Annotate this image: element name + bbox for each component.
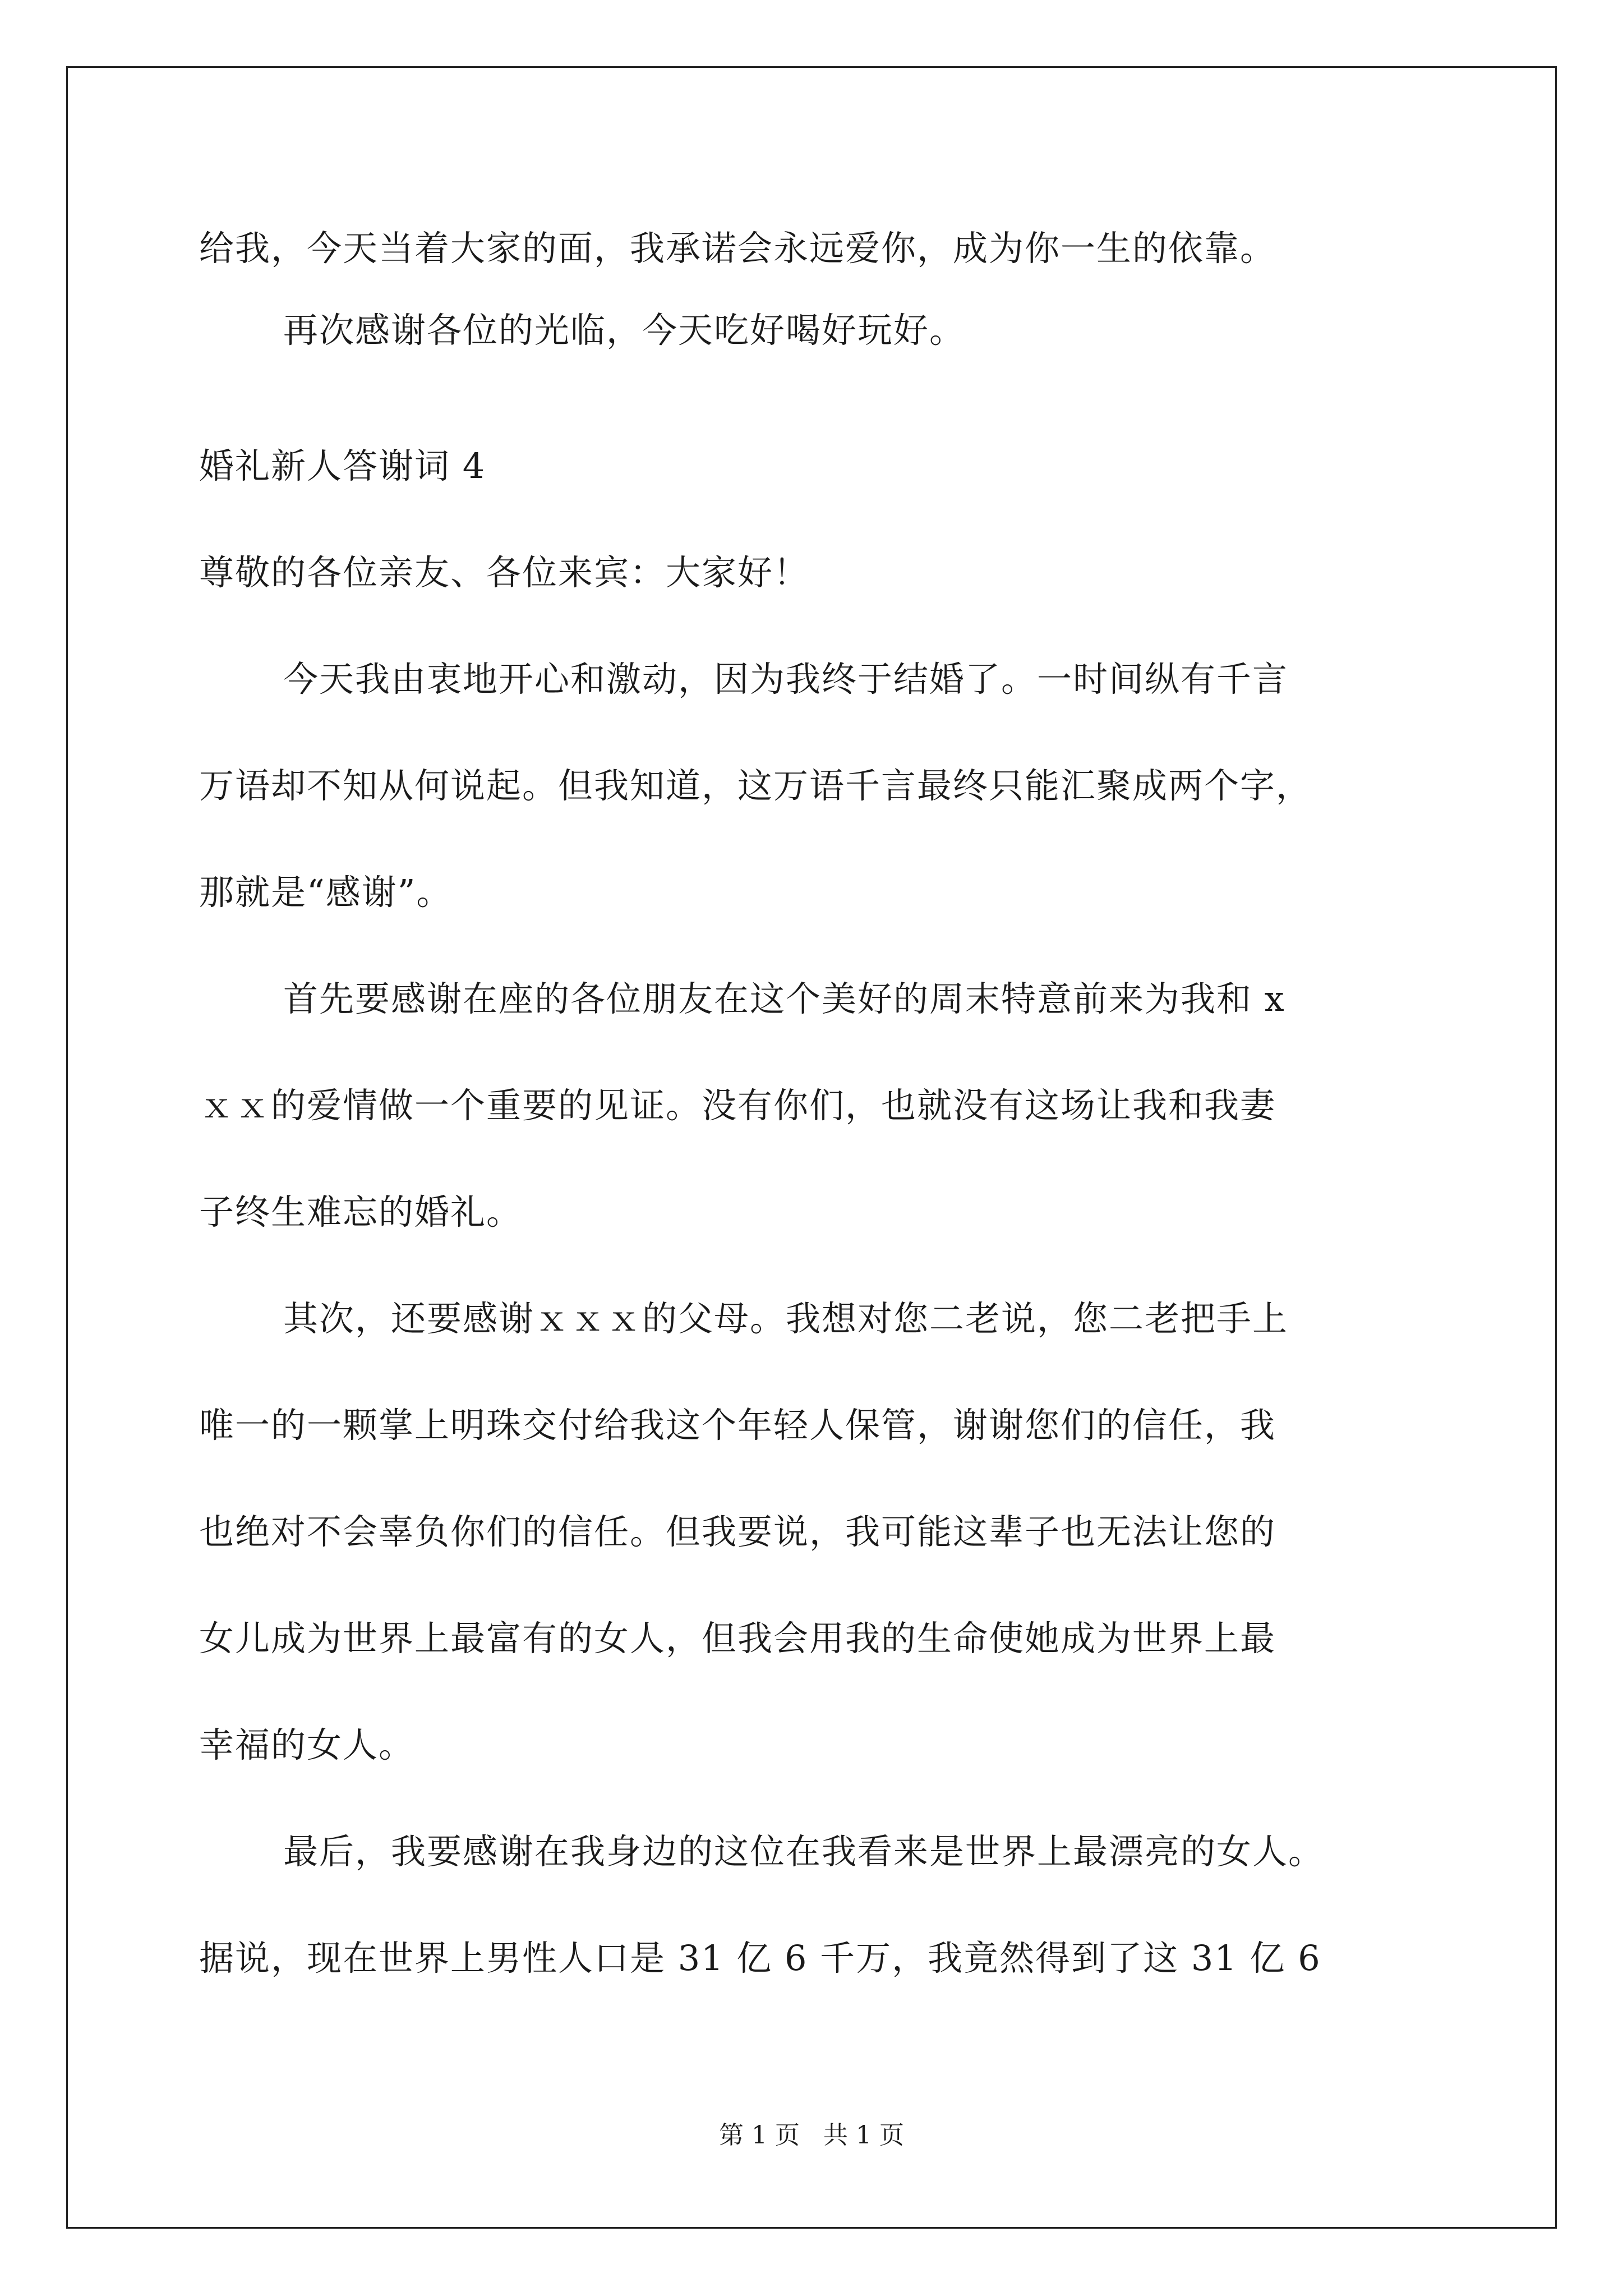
body-text-line: 子终生难忘的婚礼。 bbox=[199, 1191, 523, 1232]
page-number-footer: 第 1 页 共 1 页 bbox=[719, 2121, 904, 2150]
page-border bbox=[66, 66, 1557, 2229]
body-text-line: 今天我由衷地开心和激动，因为我终于结婚了。一时间纵有千言 bbox=[283, 659, 1289, 700]
body-text-line: 幸福的女人。 bbox=[199, 1724, 415, 1765]
body-text-line: 首先要感谢在座的各位朋友在这个美好的周末特意前来为我和 x bbox=[283, 978, 1285, 1019]
body-text-line: 据说，现在世界上男性人口是 31 亿 6 千万，我竟然得到了这 31 亿 6 bbox=[199, 1938, 1321, 1978]
body-text-line: 其次，还要感谢ｘｘｘ的父母。我想对您二老说，您二老把手上 bbox=[283, 1298, 1289, 1339]
body-text-line: 也绝对不会辜负你们的信任。但我要说，我可能这辈子也无法让您的 bbox=[199, 1511, 1276, 1552]
section-heading: 婚礼新人答谢词 4 bbox=[199, 445, 486, 486]
salutation: 尊敬的各位亲友、各位来宾：大家好！ bbox=[199, 552, 810, 593]
body-text-line: 那就是“感谢”。 bbox=[199, 872, 453, 913]
body-text-line: 给我，今天当着大家的面，我承诺会永远爱你，成为你一生的依靠。 bbox=[199, 228, 1276, 269]
body-text-line: 最后，我要感谢在我身边的这位在我看来是世界上最漂亮的女人。 bbox=[283, 1831, 1325, 1872]
body-text-line: 万语却不知从何说起。但我知道，这万语千言最终只能汇聚成两个字， bbox=[199, 765, 1312, 806]
body-text-line: ｘｘ的爱情做一个重要的见证。没有你们，也就没有这场让我和我妻 bbox=[199, 1085, 1276, 1126]
body-text-line: 女儿成为世界上最富有的女人，但我会用我的生命使她成为世界上最 bbox=[199, 1618, 1276, 1659]
body-text-line: 再次感谢各位的光临，今天吃好喝好玩好。 bbox=[283, 310, 966, 351]
body-text-line: 唯一的一颗掌上明珠交付给我这个年轻人保管，谢谢您们的信任，我 bbox=[199, 1405, 1276, 1446]
